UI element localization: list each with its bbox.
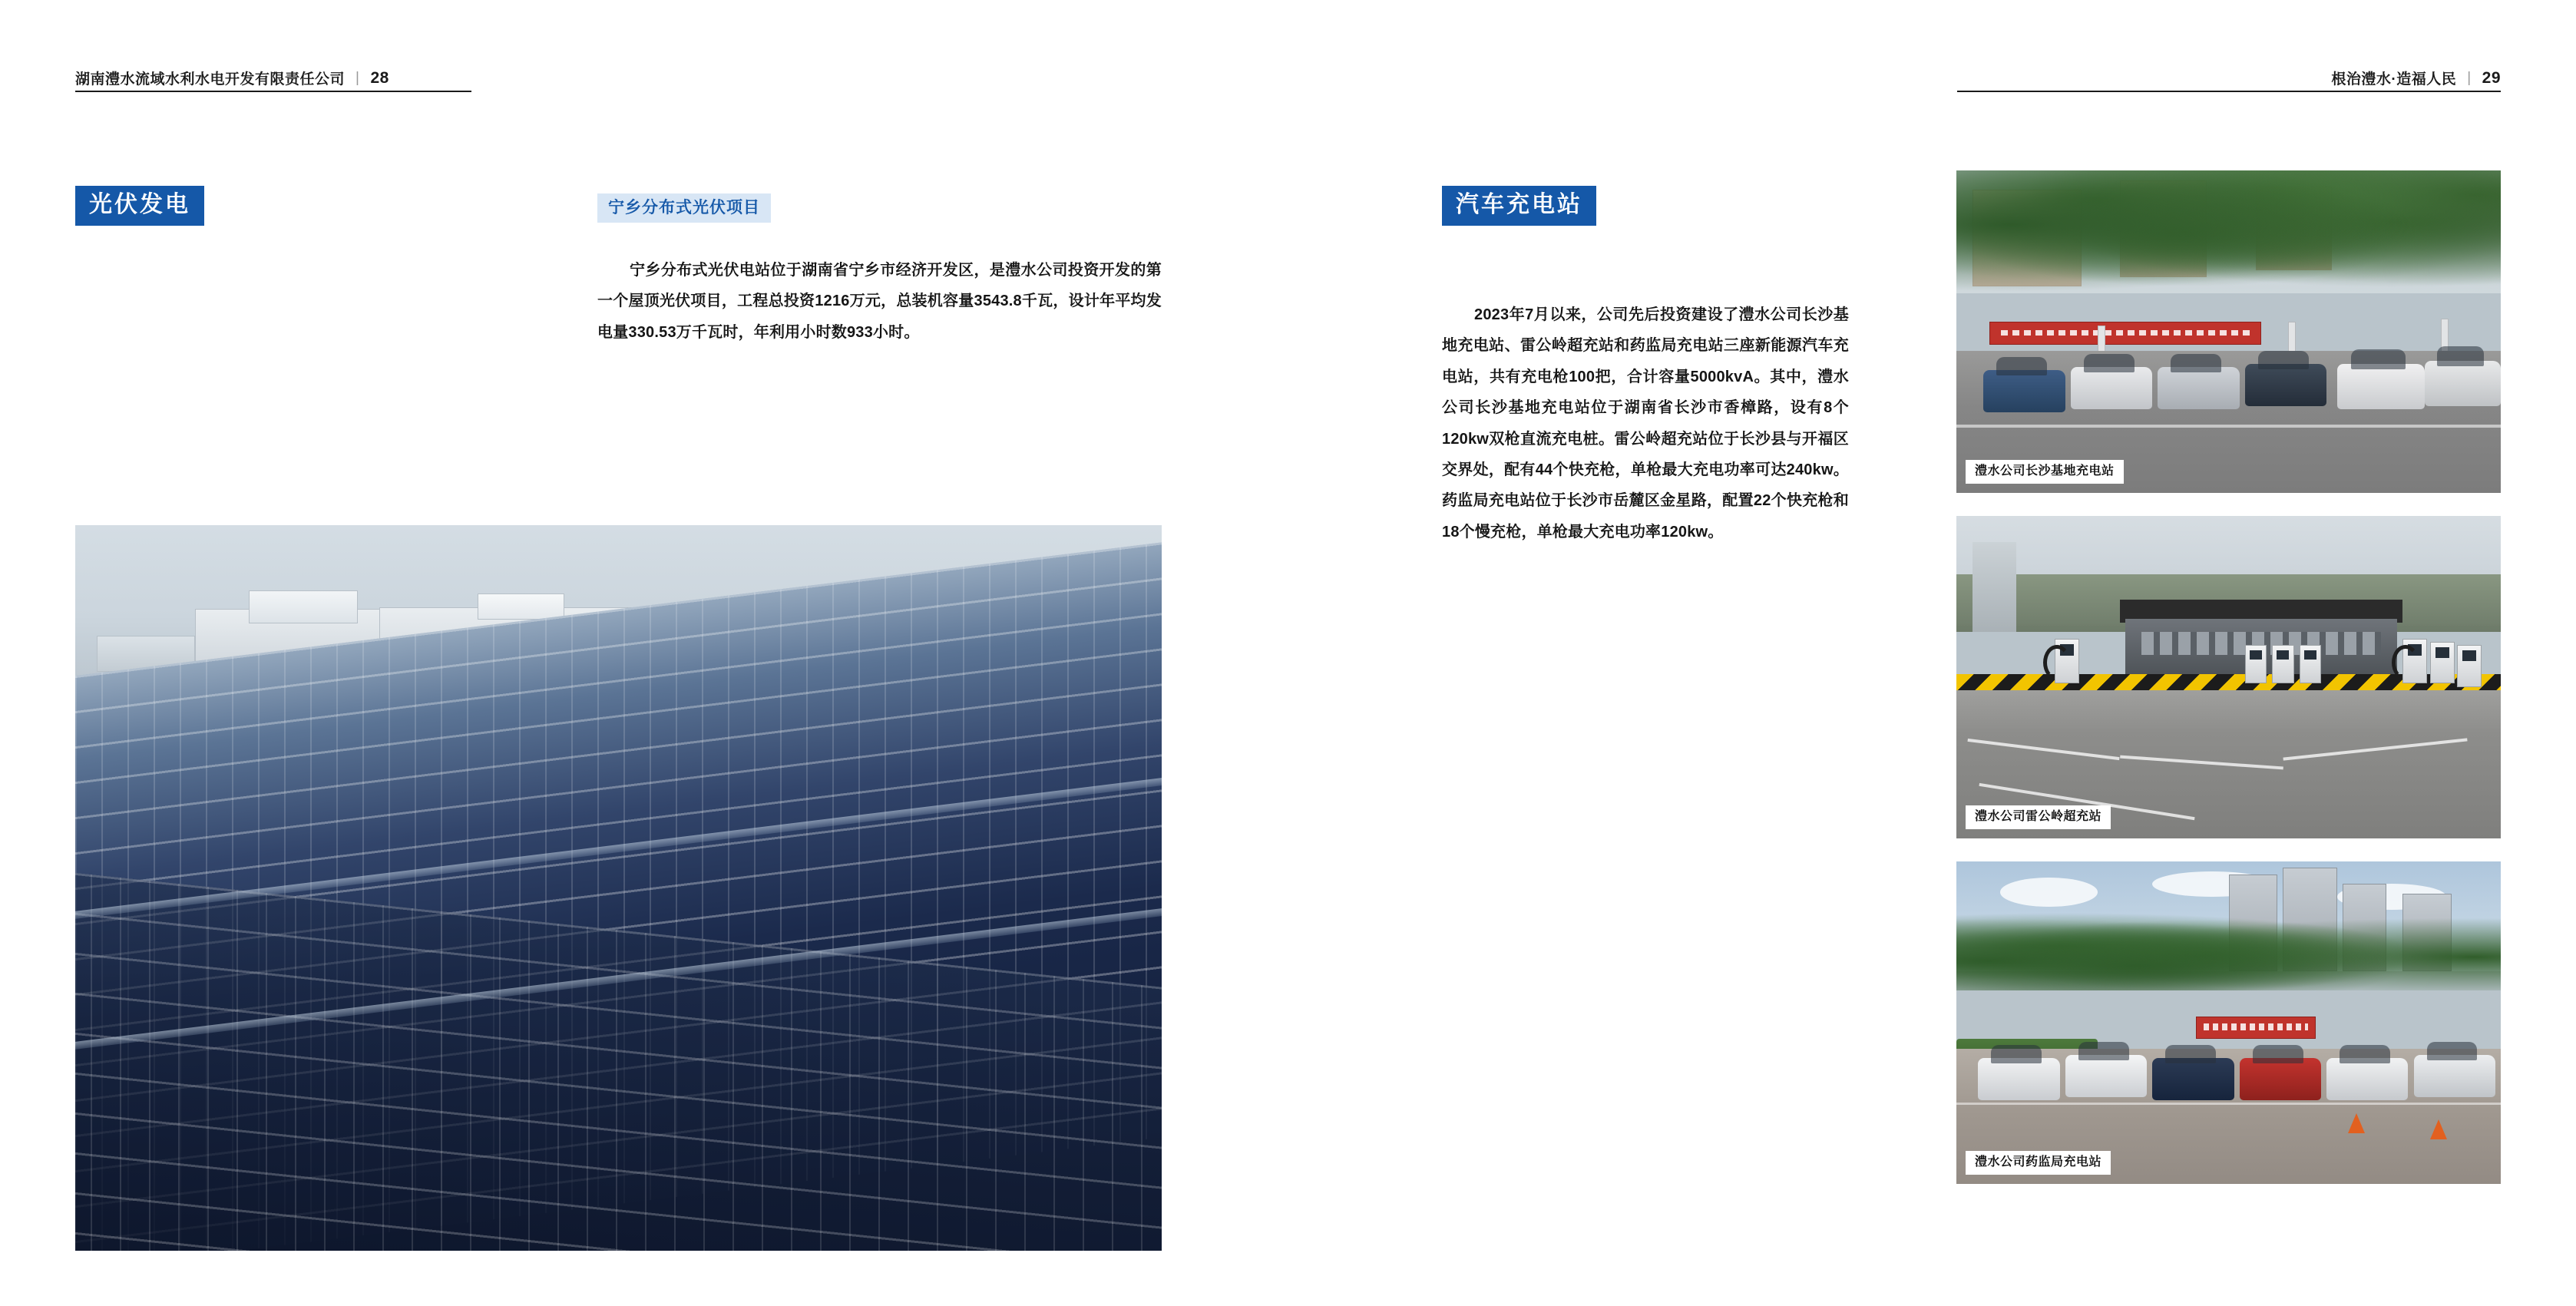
photo-leigongling-supercharging-station [1956,516,2501,838]
photo1-car [2337,364,2424,409]
section-heading-charging-station: 汽车充电站 [1442,186,1596,226]
page-number-left: 28 [370,68,389,87]
photo3-red-banner [2196,1017,2316,1039]
photo-caption: 澧水公司长沙基地充电站 [1966,460,2124,484]
photo2-charging-pile [2430,642,2455,684]
photo1-car [1983,370,2065,412]
photo2-building [1973,542,2016,633]
photo-solar-rooftop [75,525,1162,1251]
photo-caption: 澧水公司药监局充电站 [1966,1151,2111,1175]
photo2-charging-pile [2300,645,2321,683]
photo3-car [2414,1055,2495,1097]
running-head-right [2331,68,2501,88]
solar-building [478,593,564,620]
photo3-traffic-cone [2430,1119,2447,1139]
photo-caption: 澧水公司雷公岭超充站 [1966,805,2111,829]
photo-changsha-base-charging-station [1956,170,2501,493]
body-paragraph-photovoltaic: 宁乡分布式光伏电站位于湖南省宁乡市经济开发区，是澧水公司投资开发的第一个屋顶光伏项目，工程总投资1216万元，总装机容量3543.8千瓦，设计年平均发电量330.53万千瓦时，年利用小时数933小时。 [597,262,1162,341]
subsection-heading-ningxiang: 宁乡分布式光伏项目 [597,193,771,223]
header-rule-left [75,91,471,92]
running-head-left [75,68,389,88]
photo2-charging-pile [2272,645,2293,683]
photo1-car [2245,364,2326,406]
header-rule-right [1957,91,2501,92]
photo-drug-administration-charging-station [1956,861,2501,1184]
running-head-left-separator: | [355,69,360,86]
page-number-right: 29 [2482,68,2501,87]
photo2-charging-cable [2392,645,2419,680]
photo1-car [2158,367,2239,409]
photo3-car [2240,1058,2321,1100]
body-paragraph-charging-station: 2023年7月以来，公司先后投资建设了澧水公司长沙基地充电站、雷公岭超充站和药监局充电站三座新能源汽车充电站，共有充电枪100把，合计容量5000kvA。其中，澧水公司长沙基地充电站位于湖南省长沙市香樟路，设有8个120kw双枪直流充电桩。雷公岭超充站位于长沙县与开福区交界处，配有44个快充枪，单枪最大充电功率可达240kw。药监局充电站位于长沙市岳麓区金星路，配置22个快充枪和18个慢充枪，单枪最大充电功率120kw。 [1442,306,1849,541]
body-text-photovoltaic [597,255,1162,348]
photo1-trees [1956,170,2501,306]
photo1-car [2425,361,2501,406]
photo3-car [2326,1058,2408,1100]
photo3-car [2152,1058,2234,1100]
running-head-left-text: 湖南澧水流域水利水电开发有限责任公司 [75,71,346,88]
photo1-red-banner [1989,322,2262,344]
photo2-charging-cable [2043,645,2070,680]
photo3-car [2065,1055,2147,1097]
photo1-car [2071,367,2152,409]
photo3-cloud [2000,878,2098,907]
photo3-traffic-cone [2348,1113,2365,1133]
section-heading-photovoltaic: 光伏发电 [75,186,204,226]
photo2-charging-pile [2457,645,2482,687]
body-text-charging-station [1442,299,1849,547]
solar-building [249,590,358,623]
photo3-trees [1956,907,2501,990]
running-head-right-text: 根治澧水·造福人民 [2331,71,2457,88]
photo3-car [1978,1058,2059,1100]
running-head-right-separator: | [2467,69,2472,86]
photo2-charging-pile [2245,645,2267,683]
